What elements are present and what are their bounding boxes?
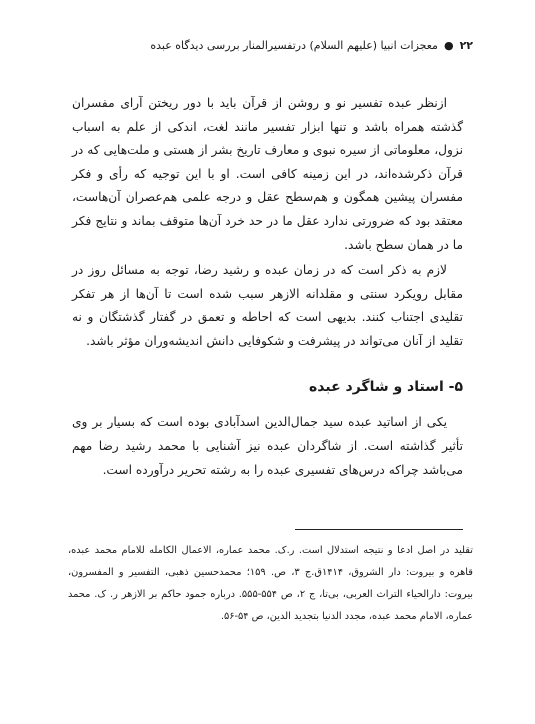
running-header	[62, 38, 473, 54]
paragraph-1: ازنظر عبده تفسیر نو و روشن از قرآن باید با دور ریختن آرای مفسران گذشته همراه باشد و تنها ابزار تفسیر مانند لغت، اندکی از علم به اسباب نزول، معلوماتی از سیره نبوی و معارف تاریخ بشر از هستی و ملت‌هایی که در قرآن ذکرشده‌اند، در این زمینه کافی است. او با این توجیه که رأی و فکر مفسران پیشین همگون و هم‌سطح عقل و درجه علمی هم‌عصران آن‌هاست، معتقد بود که ضرورتی ندارد عقل ما در حد خرد آن‌ها متوقف بماند و نتایج فکر ما در همان سطح باشد.	[72, 96, 463, 252]
main-text	[72, 92, 463, 354]
paragraph-2: لازم به ذکر است که در زمان عبده و رشید رضا، توجه به مسائل روز در مقابل رویکرد سنتی و مقلدانه الازهر سبب شده است تا آن‌ها از هر تفکر تقلیدی اجتناب کنند. بدیهی است که احاطه و تعمق در گفتار گذشتگان و نه تقلید از آنان می‌تواند در پیشرفت و شکوفایی دانش اندیشه‌وران مؤثر باشد.	[72, 263, 463, 348]
paragraph-3: یکی از اساتید عبده سید جمال‌الدین اسدآبادی بوده است که بسیار بر وی تأثیر گذاشته است. از شاگردان عبده نیز آشنایی با محمد رشید رضا مهم می‌باشد چراکه درس‌های تفسیری عبده را به رشته تحریر درآورده است.	[72, 415, 463, 477]
section-body	[72, 410, 463, 482]
footnote-text: تقلید در اصل ادعا و نتیجه استدلال است. ر.ک. محمد عماره، الاعمال الکامله للامام محمد عبده، قاهره و بیروت: دار الشروق، ۱۴۱۴ق.ج ۳، ص. ۱۵۹؛ محمدحسین ذهبی، التفسیر و المفسرون، بیروت: دارالحیاء التراث العربی، بی‌تا، ج ۲، ص ۵۵۴-۵۵۵. درباره جمود حاکم بر الازهر ر. ک. محمد عماره، الامام محمد عبده، مجدد الدنیا بتجدید الدین، ص ۵۴-۵۶.	[68, 545, 473, 622]
running-title: معجزات انبیا (علیهم السلام) درتفسیرالمنار بررسی دیدگاه عبده	[150, 39, 438, 52]
footnote-divider	[295, 529, 463, 530]
page-number: ۲۲	[459, 39, 473, 52]
bullet-separator: ●	[443, 39, 454, 52]
section-heading: ۵- استاد و شاگرد عبده	[309, 379, 463, 395]
footnote	[68, 540, 473, 628]
